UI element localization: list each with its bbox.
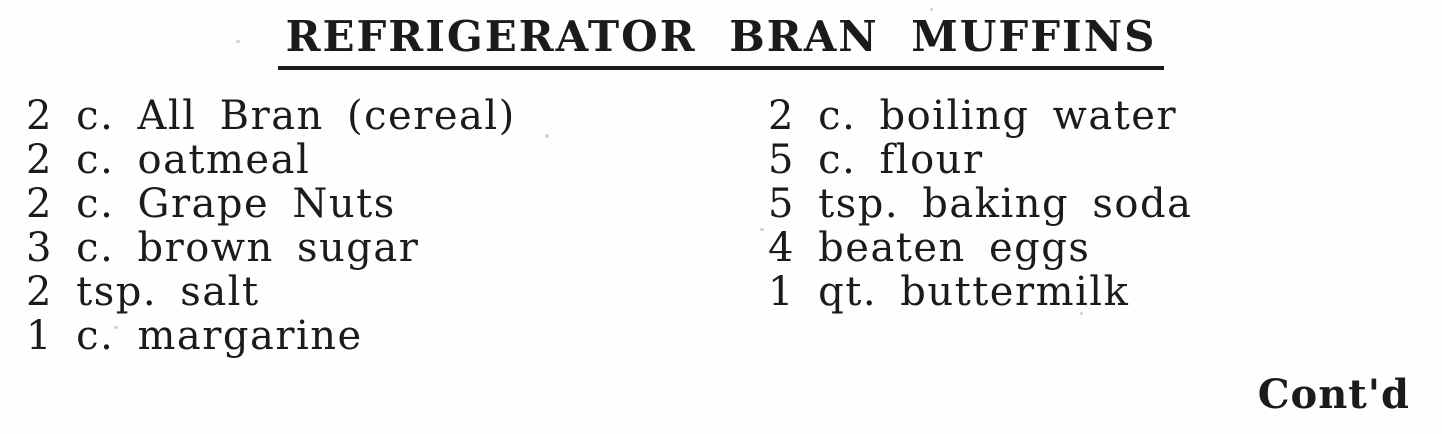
scan-speck — [1080, 312, 1083, 315]
ingredient-line: 1 c. margarine — [26, 313, 363, 359]
scan-speck — [760, 228, 764, 231]
ingredient-line: 5 tsp. baking soda — [768, 181, 1193, 227]
ingredient-line: 4 beaten eggs — [768, 225, 1091, 271]
ingredient-line: 2 c. boiling water — [768, 93, 1178, 139]
ingredient-line: 2 c. All Bran (cereal) — [26, 93, 516, 139]
ingredient-line: 2 c. Grape Nuts — [26, 181, 396, 227]
ingredient-line: 2 tsp. salt — [26, 269, 260, 315]
ingredient-column-right — [768, 94, 1192, 314]
ingredient-line: 2 c. oatmeal — [26, 137, 311, 183]
scan-speck — [236, 40, 240, 43]
title-container — [0, 12, 1442, 70]
scan-speck — [114, 326, 118, 329]
ingredient-line: 5 c. flour — [768, 137, 984, 183]
recipe-title: REFRIGERATOR BRAN MUFFINS — [278, 12, 1165, 70]
ingredient-column-left — [26, 94, 516, 358]
scan-speck — [545, 134, 549, 138]
scan-speck — [930, 8, 933, 11]
ingredient-line: 3 c. brown sugar — [26, 225, 420, 271]
continued-label: Cont'd — [1257, 371, 1410, 418]
ingredient-line: 1 qt. buttermilk — [768, 269, 1130, 315]
